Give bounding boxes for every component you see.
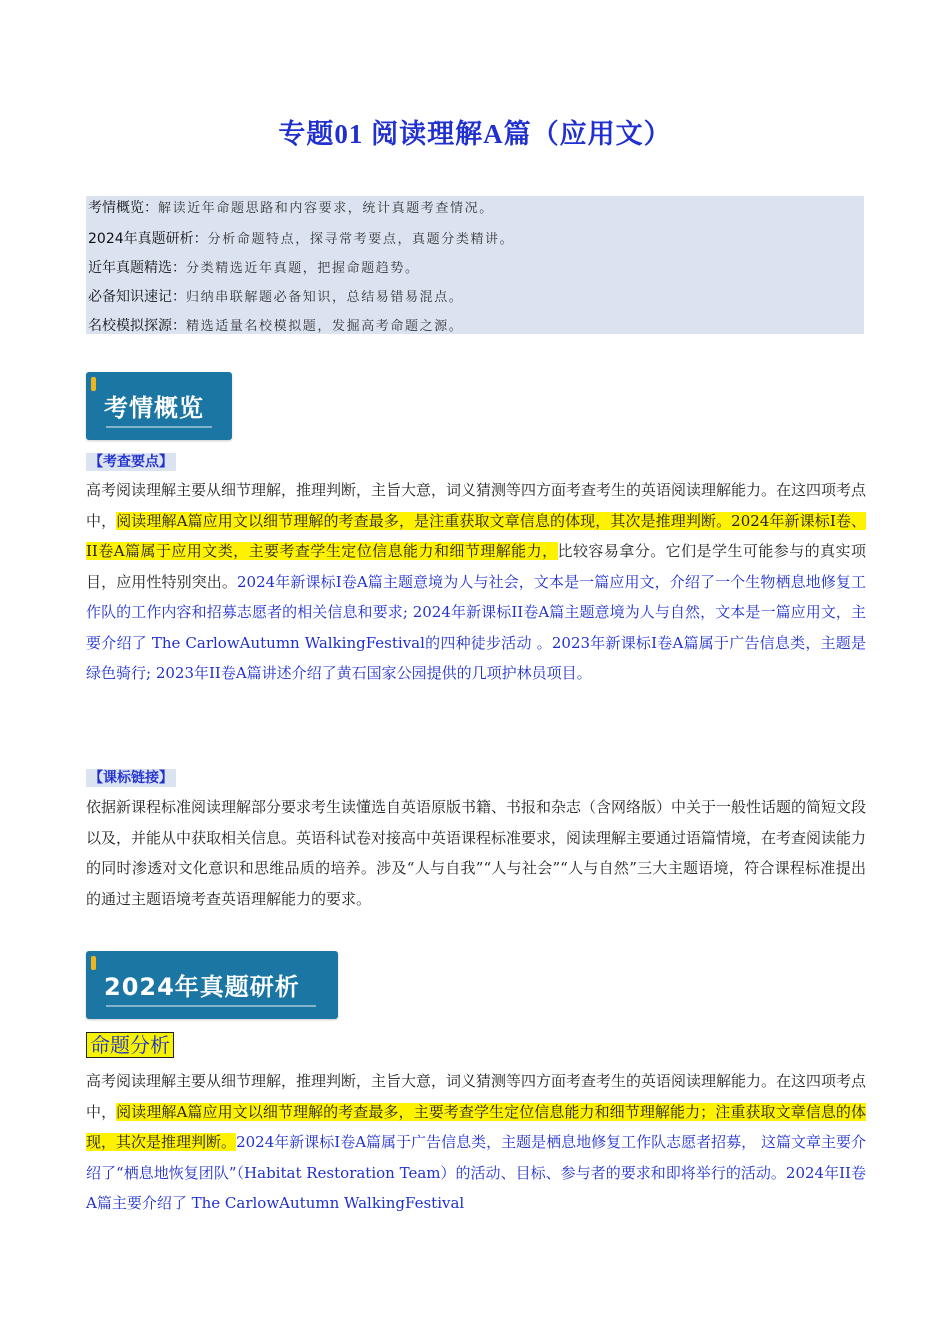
curriculum-paragraph: 依据新课程标准阅读理解部分要求考生读懂选自英语原版书籍、书报和杂志（含网络版）中关于一般性话题的简短文段以及，并能从中获取相关信息。英语科试卷对接高中英语课程标准要求，阅读理解主要通过语篇情境，在考查阅读能力的同时渗透对文化意识和思维品质的培养。涉及“人与自我”“人与社会”“人与自然”三大主题语境，符合课程标准提出的通过主题语境考查英语理解能力的要求。 bbox=[86, 798, 867, 908]
overview-value: 分类精选近年真题，把握命题趋势。 bbox=[186, 261, 420, 276]
overview-row bbox=[86, 196, 864, 225]
text-blue: 2024年新课标I卷A篇主题意境为人与社会，文本是一篇应用文，介绍了一个生物栖息地修复工作队的工作内容和招募志愿者的相关信息和要求; 2024年新课标II卷A篇主题意境为人与自然，文本是一篇应用文，主要介绍了 The CarlowAutumn WalkingFestival的四种徒步活动 。2023年新课标I卷A篇属于广告信息类，主题是绿色骑行; 2023年II卷A篇讲述介绍了黄石国家公园提供的几项护林员项目。 bbox=[86, 572, 866, 682]
overview-row bbox=[86, 312, 864, 341]
banner-underline bbox=[106, 426, 212, 428]
overview-key: 2024年真题研析： bbox=[88, 231, 208, 247]
text-normal: 高考阅读理解主要从细节理解，推理判断，主旨大意，词义猜测等四方面考查考生的英语阅读理解能力。在这四项考点中， bbox=[86, 1072, 867, 1121]
overview-value: 精选适量名校模拟题，发掘高考命题之源。 bbox=[186, 319, 464, 334]
overview-box bbox=[86, 196, 864, 334]
tag-curriculum-link: 【课标链接】 bbox=[86, 769, 176, 787]
banner-title: 考情概览 bbox=[104, 394, 204, 422]
overview-key: 近年真题精选： bbox=[88, 260, 186, 276]
tag-exam-points: 【考查要点】 bbox=[86, 453, 176, 471]
overview-row bbox=[86, 283, 864, 312]
text-normal: 高考阅读理解主要从细节理解，推理判断，主旨大意，词义猜测等四方面考查考生的英语阅读理解能力。在这四项考点中， bbox=[86, 481, 867, 530]
exam-points-paragraph bbox=[86, 475, 866, 689]
label-analysis: 命题分析 bbox=[86, 1032, 174, 1058]
section-banner-2024 bbox=[86, 951, 338, 1019]
overview-row bbox=[86, 225, 864, 254]
overview-value: 解读近年命题思路和内容要求，统计真题考查情况。 bbox=[158, 201, 494, 216]
text-highlight: 阅读理解A篇应用文以细节理解的考查最多，主要考查学生定位信息能力和细节理解能力；注重获取文章信息的体现，其次是推理判断。 bbox=[86, 1102, 866, 1151]
overview-key: 必备知识速记： bbox=[88, 289, 186, 305]
overview-row bbox=[86, 254, 864, 283]
overview-value: 分析命题特点，探寻常考要点，真题分类精讲。 bbox=[207, 232, 515, 247]
banner-underline bbox=[106, 1005, 316, 1007]
analysis-paragraph bbox=[86, 1066, 866, 1219]
text-normal: 比较容易拿分。它们是学生可能参与的真实项目，应用性特别突出。 bbox=[86, 542, 866, 591]
overview-value: 归纳串联解题必备知识，总结易错易混点。 bbox=[186, 290, 464, 305]
text-blue: 2024年新课标I卷A篇属于广告信息类，主题是栖息地修复工作队志愿者招募， 这篇文章主要介绍了“栖息地恢复团队”（Habitat Restoration Team）的活动、目标、参与者的要求和即将举行的活动。2024年II卷A篇主要介绍了 The CarlowAutumn WalkingFestival bbox=[86, 1133, 866, 1212]
section-banner-overview bbox=[86, 372, 232, 440]
banner-title: 2024年真题研析 bbox=[104, 973, 300, 1001]
banner-accent-bar bbox=[91, 956, 96, 970]
overview-key: 考情概览： bbox=[88, 200, 158, 216]
text-highlight: 阅读理解A篇应用文以细节理解的考查最多，是注重获取文章信息的体现，其次是推理判断。2024年新课标I卷、II卷A篇属于应用文类，主要考查学生定位信息能力和细节理解能力， bbox=[86, 511, 866, 560]
overview-key: 名校模拟探源： bbox=[88, 318, 186, 334]
banner-accent-bar bbox=[91, 377, 96, 391]
page-title: 专题01 阅读理解A篇（应用文） bbox=[278, 119, 672, 149]
